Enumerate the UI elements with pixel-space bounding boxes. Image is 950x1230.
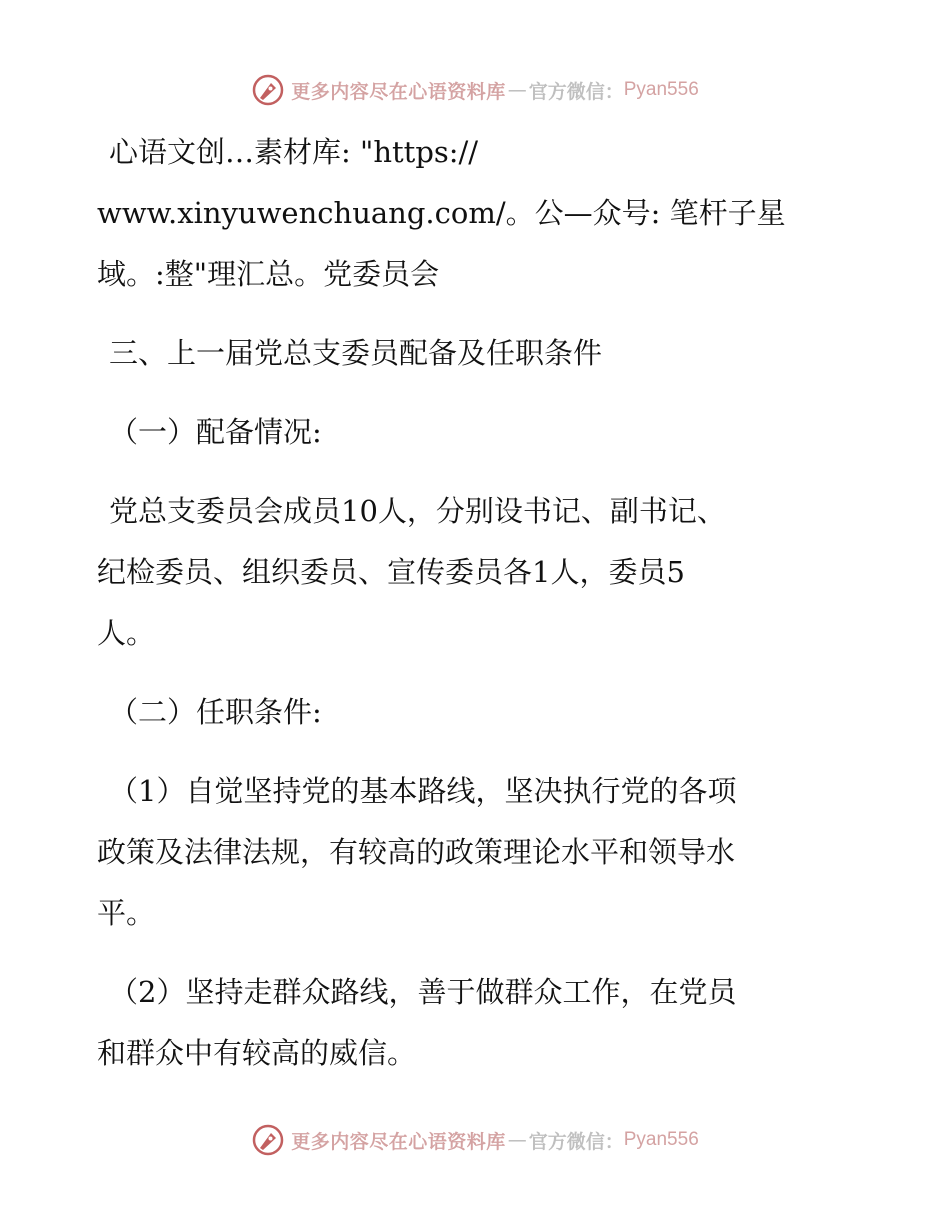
- text-line: （二）任职条件:: [109, 695, 322, 729]
- text-line: 心语文创…素材库: "https://: [109, 135, 479, 169]
- text-line: （2）坚持走群众路线，善于做群众工作，在党员: [109, 975, 737, 1009]
- watermark-separator: —: [507, 79, 527, 101]
- text-line: 三、上一届党总支委员配备及任职条件: [109, 336, 603, 370]
- text-line: 域。:整"理汇总。党委员会: [97, 257, 440, 291]
- watermark-official-label: 官方微信：: [528, 80, 624, 103]
- paragraph-condition-1: [97, 761, 857, 944]
- subheading-allocation: [97, 402, 857, 463]
- document-body: [97, 122, 857, 1102]
- watermark-banner-bottom: [0, 1120, 950, 1160]
- watermark-separator: —: [507, 1129, 527, 1151]
- text-line: 平。: [97, 896, 156, 930]
- watermark-brand: 更多内容尽在心语资料库: [291, 80, 506, 103]
- paragraph-condition-2: [97, 962, 857, 1084]
- paragraph-allocation: [97, 481, 857, 664]
- section-heading: [97, 323, 857, 384]
- text-line: 政策及法律法规，有较高的政策理论水平和领导水: [97, 835, 736, 869]
- text-line: （1）自觉坚持党的基本路线，坚决执行党的各项: [109, 774, 737, 808]
- pen-nib-icon: [251, 1123, 285, 1157]
- text-line: （一）配备情况:: [109, 415, 322, 449]
- watermark-wechat-id: Pyan556: [623, 1129, 699, 1150]
- paragraph-source-note: [97, 122, 857, 305]
- pen-nib-icon: [251, 73, 285, 107]
- watermark-brand: 更多内容尽在心语资料库: [291, 1130, 506, 1153]
- text-line: 和群众中有较高的威信。: [97, 1036, 417, 1070]
- watermark-banner-top: [0, 70, 950, 110]
- watermark-wechat-id: Pyan556: [623, 79, 699, 100]
- text-line: 党总支委员会成员10人，分别设书记、副书记、: [109, 494, 726, 528]
- subheading-conditions: [97, 682, 857, 743]
- text-line: 人。: [97, 616, 156, 650]
- watermark-official-label: 官方微信：: [528, 1130, 624, 1153]
- text-line: www.xinyuwenchuang.com/。公—众号: 笔杆子星: [97, 196, 786, 230]
- text-line: 纪检委员、组织委员、宣传委员各1人，委员5: [97, 555, 685, 589]
